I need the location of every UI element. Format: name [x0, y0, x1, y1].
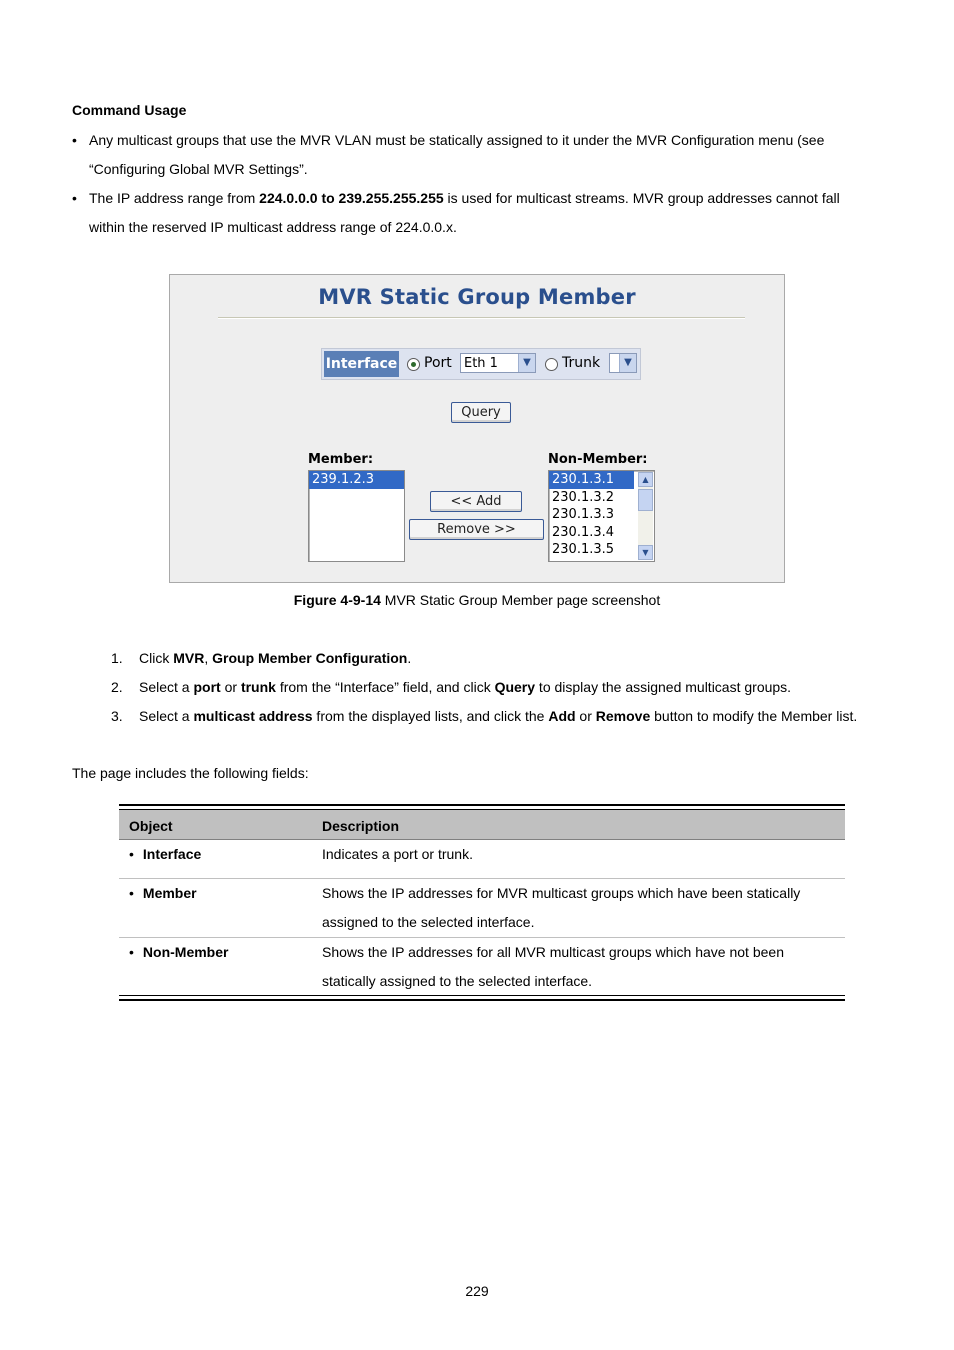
fields-table: [119, 804, 845, 1001]
bold-term: MVR: [173, 650, 205, 666]
text-run: or: [220, 679, 241, 695]
member-label: Member:: [308, 452, 374, 467]
table-row: [119, 840, 845, 879]
trunk-select[interactable]: [609, 353, 637, 373]
text-run: from the displayed lists, and click the: [312, 708, 549, 724]
interface-bar: [321, 348, 641, 380]
mvr-static-group-member-screenshot: [169, 274, 785, 583]
bold-term: multicast address: [193, 708, 313, 724]
trunk-radio[interactable]: [545, 358, 558, 371]
bullet-dot: •: [72, 132, 77, 148]
row-description: [322, 938, 832, 996]
step-3: [111, 708, 857, 724]
text-run: button to modify the Member list.: [650, 708, 858, 724]
list-item[interactable]: 239.1.2.3: [309, 471, 404, 489]
chevron-up-icon[interactable]: ▲: [638, 472, 653, 487]
step-number: 3.: [111, 708, 123, 724]
text-run: or: [575, 708, 596, 724]
step-text: [139, 708, 857, 724]
text-run: ,: [204, 650, 213, 666]
page-number: 229: [465, 1283, 489, 1299]
query-button[interactable]: Query: [451, 402, 511, 423]
list-item[interactable]: 230.1.3.5: [552, 542, 615, 557]
col-object: Object: [129, 818, 173, 834]
table-row: [119, 879, 845, 938]
usage-bullet-1: [72, 126, 872, 184]
desc-line: statically assigned to the selected interface.: [322, 973, 593, 989]
fields-intro: The page includes the following fields:: [72, 765, 309, 781]
step-number: 2.: [111, 679, 123, 695]
member-list[interactable]: [308, 470, 405, 562]
text-run: Select a: [139, 708, 194, 724]
bold-term: trunk: [240, 679, 276, 695]
scrollbar[interactable]: [638, 472, 653, 560]
object-name: Non-Member: [142, 944, 229, 960]
table-header: [119, 810, 845, 840]
port-select[interactable]: [460, 353, 536, 373]
desc-line: Shows the IP addresses for all MVR multicast groups which have not been: [322, 944, 784, 960]
object-name: Interface: [142, 846, 202, 862]
text-run: from the “Interface” field, and click: [275, 679, 495, 695]
list-item[interactable]: 230.1.3.1: [549, 471, 634, 489]
step-2: [111, 679, 791, 695]
chevron-down-icon[interactable]: ▼: [518, 354, 535, 372]
figure-text: MVR Static Group Member page screenshot: [380, 592, 661, 608]
bold-term: port: [193, 679, 221, 695]
row-object: • Interface: [129, 846, 202, 862]
usage-bullet-2: [72, 184, 872, 242]
list-item[interactable]: 230.1.3.3: [552, 507, 615, 522]
bold-term: Group Member Configuration: [212, 650, 408, 666]
trunk-radio-label: Trunk: [562, 355, 601, 371]
row-object: • Non-Member: [129, 944, 229, 960]
bold-term: Query: [494, 679, 536, 695]
text-run: to display the assigned multicast groups.: [535, 679, 792, 695]
ip-range: 224.0.0.0 to 239.255.255.255: [259, 190, 444, 206]
remove-button[interactable]: Remove >>: [409, 519, 544, 540]
interface-label: Interface: [324, 351, 399, 377]
bold-term: Remove: [595, 708, 651, 724]
usage-bullet-2-line2: within the reserved IP multicast address range of 224.0.0.x.: [89, 219, 457, 235]
step-number: 1.: [111, 650, 123, 666]
non-member-label: Non-Member:: [548, 452, 648, 467]
page-title: MVR Static Group Member: [318, 285, 636, 309]
desc-line: assigned to the selected interface.: [322, 914, 535, 930]
port-radio[interactable]: [407, 358, 420, 371]
port-radio-label: Port: [424, 355, 452, 371]
desc-line: Shows the IP addresses for MVR multicast groups which have been statically: [322, 885, 801, 901]
figure-caption: [0, 592, 954, 608]
row-description: [322, 840, 832, 869]
step-text: [139, 650, 411, 666]
usage-bullet-1-line2: “Configuring Global MVR Settings”.: [89, 161, 308, 177]
title-divider: [218, 317, 745, 319]
step-text: [139, 679, 791, 695]
col-description: Description: [322, 818, 400, 834]
command-usage-heading: Command Usage: [72, 102, 187, 118]
non-member-list[interactable]: [548, 470, 655, 562]
list-item[interactable]: 230.1.3.4: [552, 524, 615, 540]
table-row: [119, 938, 845, 995]
text-run: is used for multicast streams. MVR group addresses cannot fall: [443, 190, 840, 206]
chevron-down-icon[interactable]: ▼: [619, 354, 636, 372]
figure-number: Figure 4-9-14: [293, 592, 381, 608]
add-button[interactable]: << Add: [430, 491, 522, 512]
port-select-value: Eth 1: [464, 356, 498, 371]
object-name: Member: [142, 885, 197, 901]
text-run: Select a: [139, 679, 194, 695]
text-run: The IP address range from: [89, 190, 260, 206]
usage-bullet-1-line1: Any multicast groups that use the MVR VLAN must be statically assigned to it under the MVR Configuration menu (see: [89, 132, 825, 148]
desc-line: Indicates a port or trunk.: [322, 846, 473, 862]
chevron-down-icon[interactable]: ▼: [638, 545, 653, 560]
list-item[interactable]: 230.1.3.2: [552, 489, 615, 505]
bullet-dot: •: [72, 190, 77, 206]
text-run: .: [407, 650, 412, 666]
text-run: Click: [139, 650, 174, 666]
bold-term: Add: [548, 708, 576, 724]
row-description: [322, 879, 832, 937]
step-1: [111, 650, 411, 666]
usage-bullet-2-line1: [89, 184, 872, 213]
row-object: • Member: [129, 885, 197, 901]
scrollbar-thumb[interactable]: [638, 489, 653, 511]
